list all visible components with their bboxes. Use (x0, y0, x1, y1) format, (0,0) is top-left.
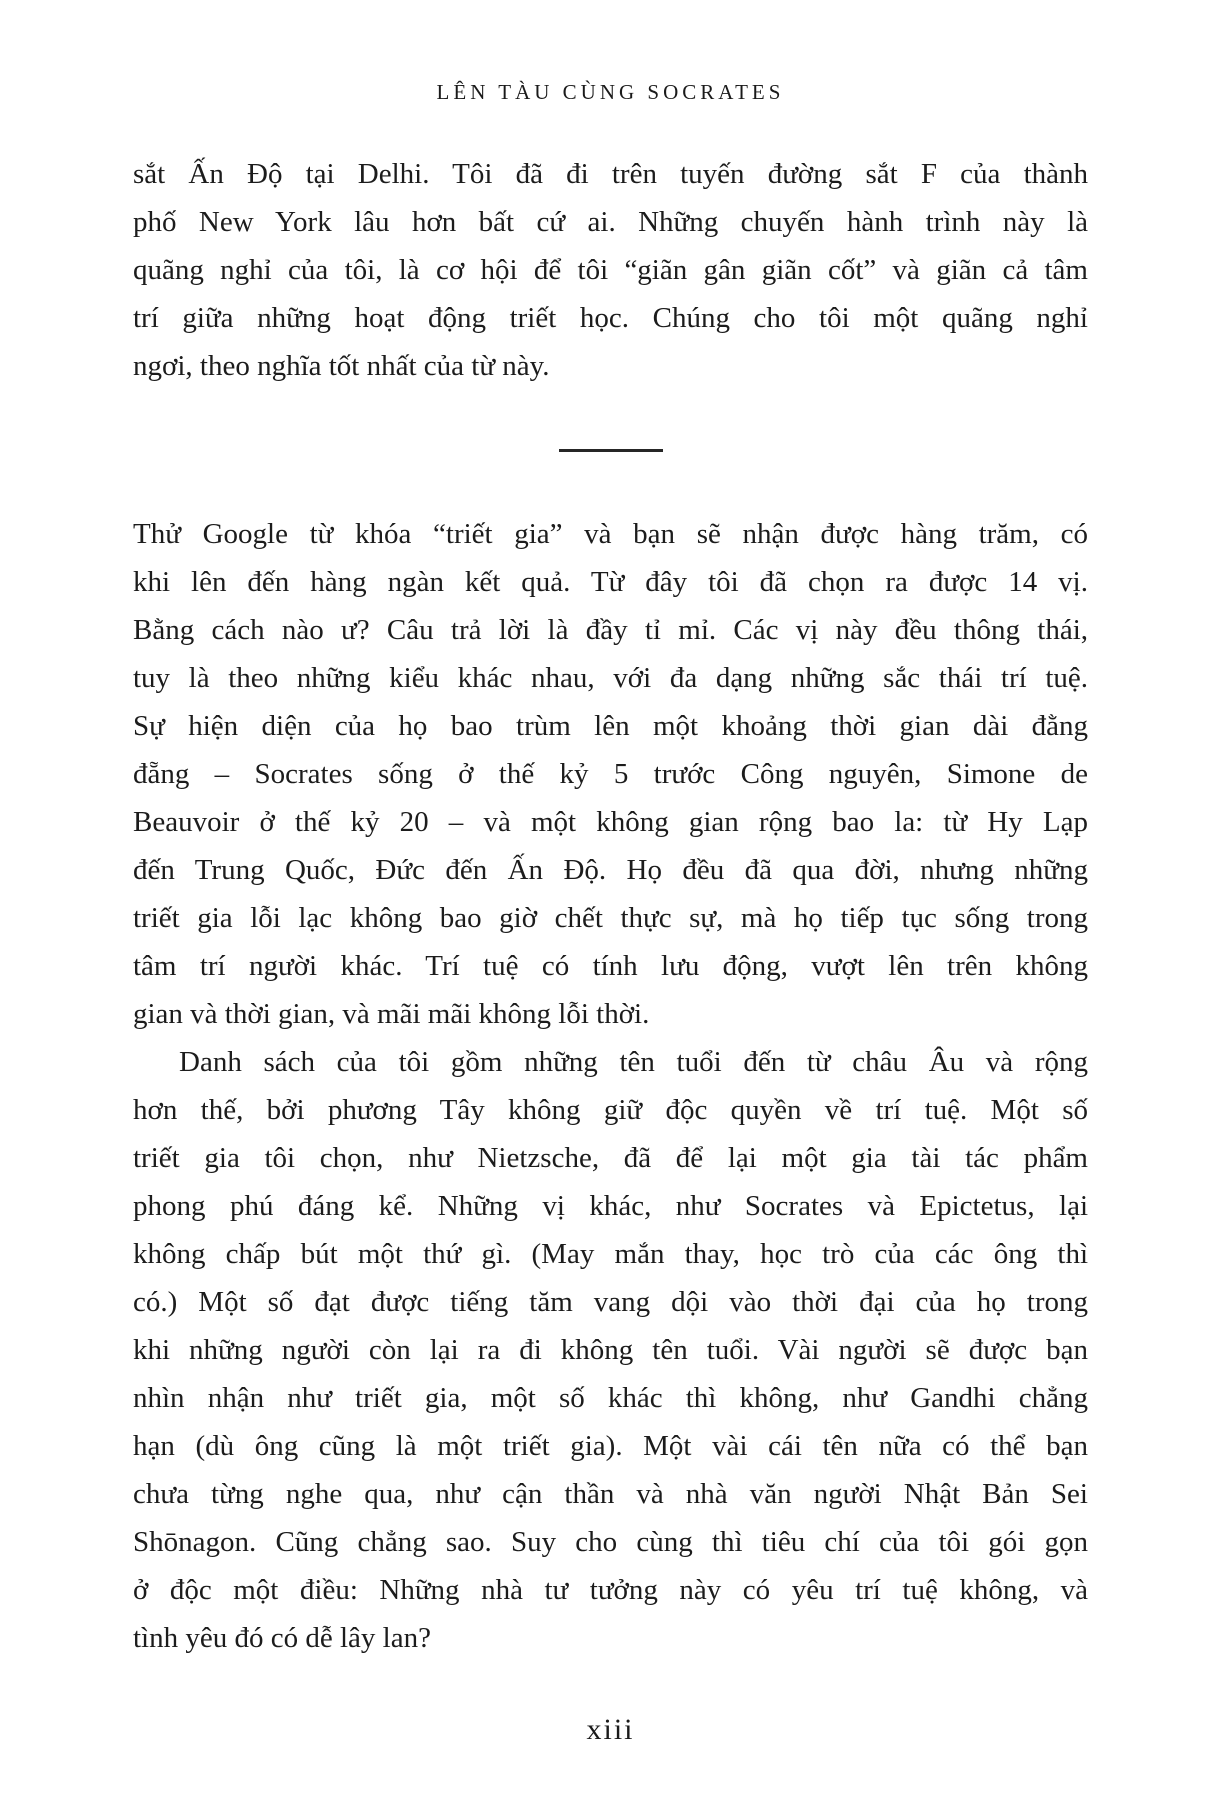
paragraph-2 (133, 510, 1088, 1038)
divider-rule (559, 449, 663, 452)
text-line: Sự hiện diện của họ bao trùm lên một khoảng thời gian dài đằng (133, 710, 1088, 742)
page-number: xiii (586, 1713, 635, 1746)
text-line: ở độc một điều: Những nhà tư tưởng này có yêu trí tuệ không, và (133, 1574, 1088, 1606)
text-line: không chấp bút một thứ gì. (May mắn thay, học trò của các ông thì (133, 1238, 1088, 1270)
text-line: Bằng cách nào ư? Câu trả lời là đầy tỉ mỉ. Các vị này đều thông thái, (133, 614, 1088, 646)
text-line: Danh sách của tôi gồm những tên tuổi đến từ châu Âu và rộng (179, 1046, 1088, 1078)
text-line: khi lên đến hàng ngàn kết quả. Từ đây tôi đã chọn ra được 14 vị. (133, 566, 1088, 598)
page-body (133, 150, 1088, 1662)
text-line: triết gia lỗi lạc không bao giờ chết thực sự, mà họ tiếp tục sống trong (133, 902, 1088, 934)
text-line: phố New York lâu hơn bất cứ ai. Những chuyến hành trình này là (133, 206, 1088, 238)
text-line: triết gia tôi chọn, như Nietzsche, đã để lại một gia tài tác phẩm (133, 1142, 1088, 1174)
text-line: chưa từng nghe qua, như cận thần và nhà văn người Nhật Bản Sei (133, 1478, 1088, 1510)
text-line: ngơi, theo nghĩa tốt nhất của từ này. (133, 350, 550, 382)
running-header: LÊN TÀU CÙNG SOCRATES (436, 80, 785, 104)
text-line: trí giữa những hoạt động triết học. Chúng cho tôi một quãng nghỉ (133, 302, 1088, 334)
text-line: Thử Google từ khóa “triết gia” và bạn sẽ nhận được hàng trăm, có (133, 518, 1088, 550)
paragraph-3 (133, 1038, 1088, 1662)
text-line: hơn thế, bởi phương Tây không giữ độc quyền về trí tuệ. Một số (133, 1094, 1088, 1126)
text-line: tuy là theo những kiểu khác nhau, với đa dạng những sắc thái trí tuệ. (133, 662, 1088, 694)
text-line: đẵng – Socrates sống ở thế kỷ 5 trước Công nguyên, Simone de (133, 758, 1088, 790)
paragraph-1 (133, 150, 1088, 390)
text-line: hạn (dù ông cũng là một triết gia). Một vài cái tên nữa có thể bạn (133, 1430, 1088, 1462)
text-line: Beauvoir ở thế kỷ 20 – và một không gian rộng bao la: từ Hy Lạp (133, 806, 1088, 838)
text-line: đến Trung Quốc, Đức đến Ấn Độ. Họ đều đã qua đời, nhưng những (133, 854, 1088, 886)
text-line: tâm trí người khác. Trí tuệ có tính lưu động, vượt lên trên không (133, 950, 1088, 982)
text-line: tình yêu đó có dễ lây lan? (133, 1622, 431, 1654)
text-line: phong phú đáng kể. Những vị khác, như Socrates và Epictetus, lại (133, 1190, 1088, 1222)
text-line: gian và thời gian, và mãi mãi không lỗi thời. (133, 998, 650, 1030)
text-line: Shōnagon. Cũng chẳng sao. Suy cho cùng thì tiêu chí của tôi gói gọn (133, 1526, 1088, 1558)
text-line: sắt Ấn Độ tại Delhi. Tôi đã đi trên tuyến đường sắt F của thành (133, 158, 1088, 190)
text-line: khi những người còn lại ra đi không tên tuổi. Vài người sẽ được bạn (133, 1334, 1088, 1366)
text-line: nhìn nhận như triết gia, một số khác thì không, như Gandhi chẳng (133, 1382, 1088, 1414)
section-divider (133, 390, 1088, 510)
text-line: quãng nghỉ của tôi, là cơ hội để tôi “giãn gân giãn cốt” và giãn cả tâm (133, 254, 1088, 286)
text-line: có.) Một số đạt được tiếng tăm vang dội vào thời đại của họ trong (133, 1286, 1088, 1318)
